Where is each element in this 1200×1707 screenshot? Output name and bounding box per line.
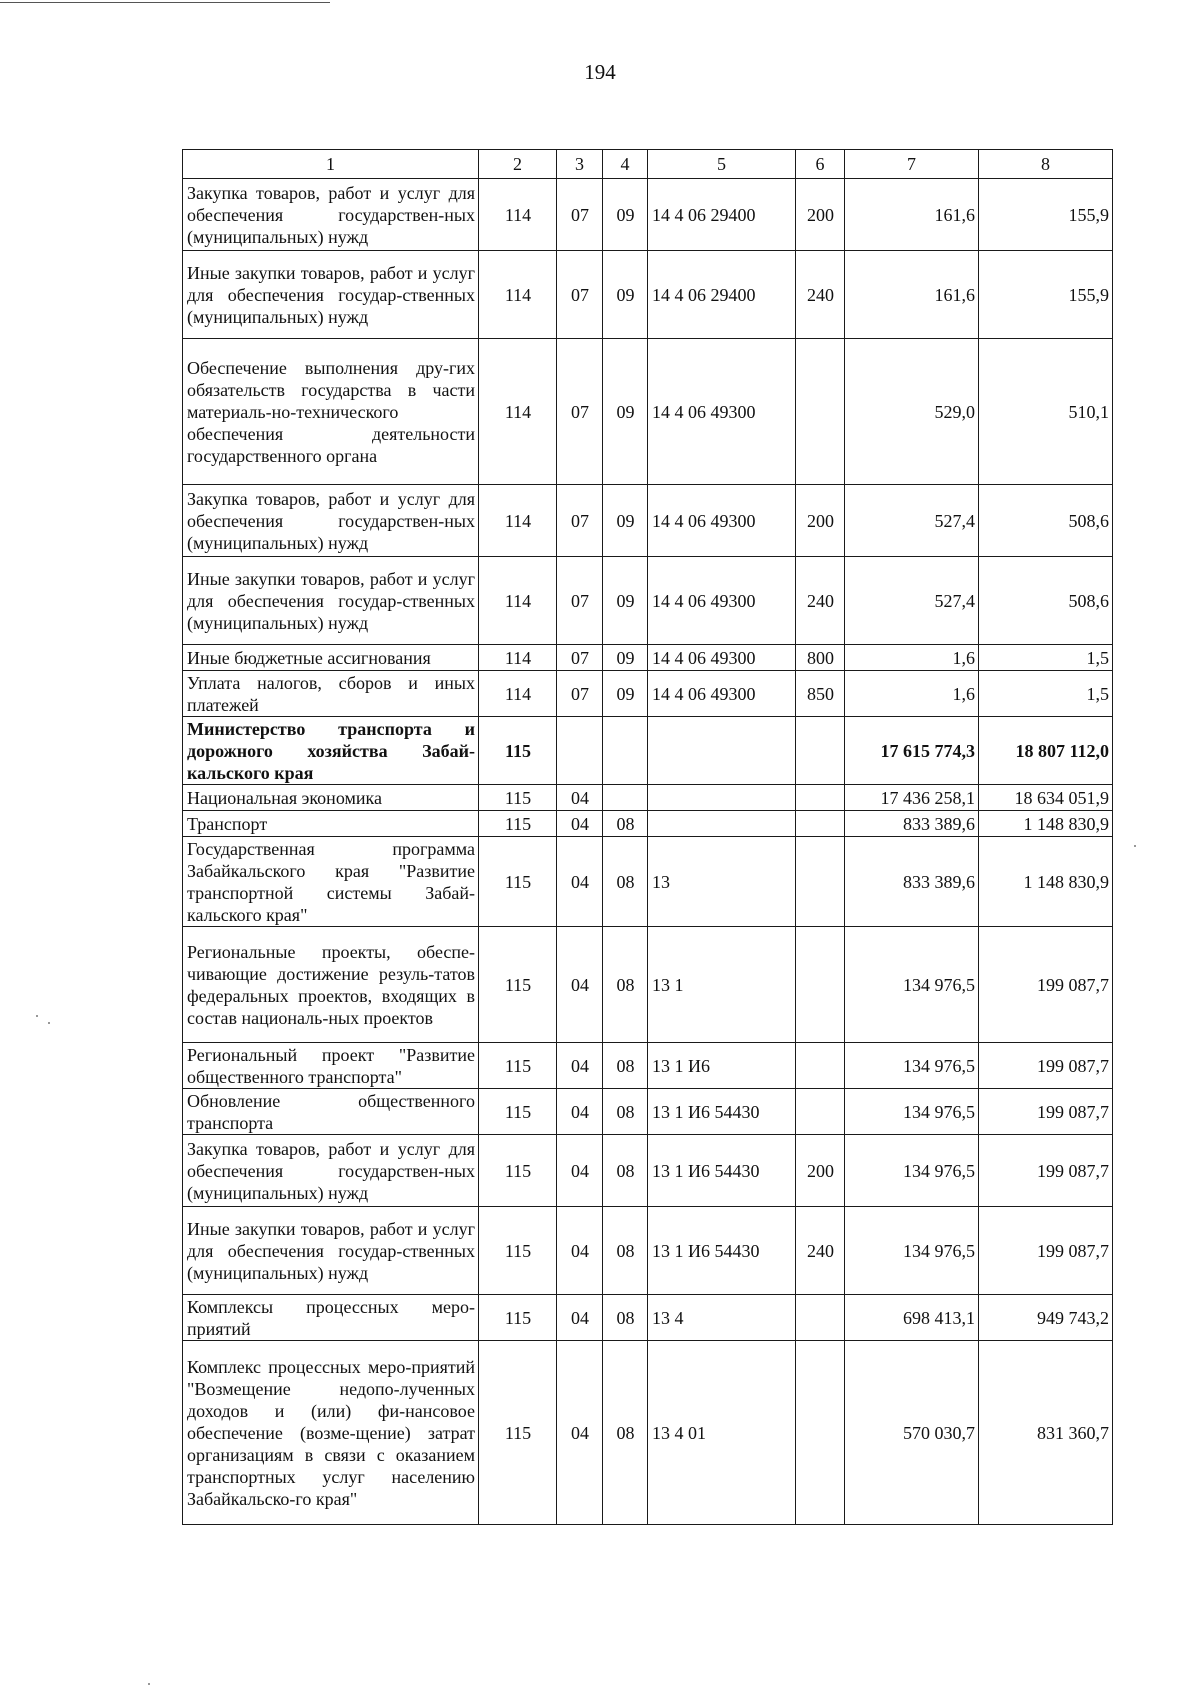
target-article-cell: 14 4 06 49300 <box>648 339 796 485</box>
expense-type-cell <box>796 837 845 927</box>
subsection-code-cell: 08 <box>603 1341 648 1525</box>
table-row <box>183 485 1113 557</box>
amount-year1-cell: 698 413,1 <box>845 1295 979 1341</box>
amount-year2-cell: 199 087,7 <box>979 927 1113 1043</box>
grbs-code-cell: 115 <box>479 1043 557 1089</box>
subsection-code-cell: 09 <box>603 339 648 485</box>
header-cell: 3 <box>557 150 603 179</box>
item-name-cell: Иные бюджетные ассигнования <box>183 645 479 671</box>
amount-year2-cell: 199 087,7 <box>979 1089 1113 1135</box>
table-row <box>183 1207 1113 1295</box>
section-code-cell: 07 <box>557 671 603 717</box>
grbs-code-cell: 115 <box>479 811 557 837</box>
amount-year2-cell: 1 148 830,9 <box>979 811 1113 837</box>
amount-year1-cell: 134 976,5 <box>845 1207 979 1295</box>
item-name-cell: Национальная экономика <box>183 785 479 811</box>
amount-year2-cell: 508,6 <box>979 557 1113 645</box>
table-row <box>183 811 1113 837</box>
target-article-cell: 13 4 01 <box>648 1341 796 1525</box>
item-name-cell: Обновление общественного транспорта <box>183 1089 479 1135</box>
target-article-cell: 14 4 06 49300 <box>648 485 796 557</box>
amount-year1-cell: 527,4 <box>845 485 979 557</box>
expense-type-cell <box>796 1089 845 1135</box>
expense-type-cell: 850 <box>796 671 845 717</box>
section-code-cell: 04 <box>557 1207 603 1295</box>
target-article-cell: 13 4 <box>648 1295 796 1341</box>
section-code-cell: 04 <box>557 811 603 837</box>
grbs-code-cell: 115 <box>479 1089 557 1135</box>
target-article-cell: 14 4 06 29400 <box>648 251 796 339</box>
grbs-code-cell: 115 <box>479 785 557 811</box>
section-code-cell: 04 <box>557 1341 603 1525</box>
amount-year2-cell: 1 148 830,9 <box>979 837 1113 927</box>
subsection-code-cell: 08 <box>603 1043 648 1089</box>
grbs-code-cell: 115 <box>479 837 557 927</box>
table-row <box>183 1295 1113 1341</box>
header-cell: 8 <box>979 150 1113 179</box>
table-row <box>183 927 1113 1043</box>
target-article-cell: 14 4 06 29400 <box>648 179 796 251</box>
grbs-code-cell: 115 <box>479 1207 557 1295</box>
subsection-code-cell: 09 <box>603 485 648 557</box>
table-body <box>183 179 1113 1525</box>
section-code-cell: 07 <box>557 251 603 339</box>
amount-year1-cell: 134 976,5 <box>845 1043 979 1089</box>
subsection-code-cell: 08 <box>603 1295 648 1341</box>
table-row <box>183 1089 1113 1135</box>
amount-year2-cell: 155,9 <box>979 179 1113 251</box>
header-cell: 1 <box>183 150 479 179</box>
amount-year2-cell: 18 634 051,9 <box>979 785 1113 811</box>
grbs-code-cell: 115 <box>479 1135 557 1207</box>
expense-type-cell <box>796 1043 845 1089</box>
amount-year1-cell: 17 615 774,3 <box>845 717 979 785</box>
section-code-cell: 07 <box>557 645 603 671</box>
section-code-cell: 07 <box>557 557 603 645</box>
expense-type-cell: 200 <box>796 179 845 251</box>
item-name-cell: Иные закупки товаров, работ и услуг для обеспечения государ-ственных (муниципальных) нужд <box>183 557 479 645</box>
expense-type-cell: 800 <box>796 645 845 671</box>
amount-year1-cell: 161,6 <box>845 251 979 339</box>
header-cell: 2 <box>479 150 557 179</box>
amount-year1-cell: 134 976,5 <box>845 1089 979 1135</box>
subsection-code-cell: 08 <box>603 927 648 1043</box>
target-article-cell <box>648 785 796 811</box>
section-code-cell: 04 <box>557 1043 603 1089</box>
scan-speck <box>1134 845 1136 847</box>
subsection-code-cell: 08 <box>603 1135 648 1207</box>
amount-year1-cell: 161,6 <box>845 179 979 251</box>
table-row <box>183 557 1113 645</box>
table-row <box>183 837 1113 927</box>
amount-year2-cell: 831 360,7 <box>979 1341 1113 1525</box>
grbs-code-cell: 114 <box>479 339 557 485</box>
item-name-cell: Иные закупки товаров, работ и услуг для обеспечения государ-ственных (муниципальных) нужд <box>183 251 479 339</box>
grbs-code-cell: 114 <box>479 485 557 557</box>
expense-type-cell <box>796 927 845 1043</box>
item-name-cell: Уплата налогов, сборов и иных платежей <box>183 671 479 717</box>
subsection-code-cell: 09 <box>603 251 648 339</box>
top-rule <box>0 2 330 3</box>
amount-year2-cell: 18 807 112,0 <box>979 717 1113 785</box>
item-name-cell: Министерство транспорта и дорожного хозяйства Забай-кальского края <box>183 717 479 785</box>
header-cell: 6 <box>796 150 845 179</box>
subsection-code-cell: 09 <box>603 671 648 717</box>
amount-year2-cell: 199 087,7 <box>979 1043 1113 1089</box>
target-article-cell: 13 1 <box>648 927 796 1043</box>
item-name-cell: Комплексы процессных меро-приятий <box>183 1295 479 1341</box>
subsection-code-cell: 08 <box>603 837 648 927</box>
section-code-cell <box>557 717 603 785</box>
subsection-code-cell: 08 <box>603 811 648 837</box>
page-number: 194 <box>584 60 616 84</box>
item-name-cell: Региональный проект "Развитие общественного транспорта" <box>183 1043 479 1089</box>
item-name-cell: Закупка товаров, работ и услуг для обеспечения государствен-ных (муниципальных) нужд <box>183 1135 479 1207</box>
amount-year2-cell: 508,6 <box>979 485 1113 557</box>
amount-year2-cell: 1,5 <box>979 645 1113 671</box>
amount-year2-cell: 949 743,2 <box>979 1295 1113 1341</box>
table-row <box>183 251 1113 339</box>
expense-type-cell: 240 <box>796 557 845 645</box>
expense-type-cell <box>796 1295 845 1341</box>
section-code-cell: 07 <box>557 179 603 251</box>
header-cell: 4 <box>603 150 648 179</box>
target-article-cell: 13 <box>648 837 796 927</box>
target-article-cell <box>648 717 796 785</box>
amount-year2-cell: 510,1 <box>979 339 1113 485</box>
subsection-code-cell: 09 <box>603 557 648 645</box>
expense-type-cell: 200 <box>796 1135 845 1207</box>
section-code-cell: 07 <box>557 339 603 485</box>
target-article-cell: 14 4 06 49300 <box>648 645 796 671</box>
subsection-code-cell: 09 <box>603 645 648 671</box>
section-code-cell: 07 <box>557 485 603 557</box>
table-row <box>183 339 1113 485</box>
item-name-cell: Обеспечение выполнения дру-гих обязательств государства в части материаль-но-технического обеспечения деятельности государственного органа <box>183 339 479 485</box>
grbs-code-cell: 114 <box>479 251 557 339</box>
amount-year1-cell: 134 976,5 <box>845 927 979 1043</box>
table-row <box>183 671 1113 717</box>
subsection-code-cell: 08 <box>603 1089 648 1135</box>
item-name-cell: Комплекс процессных меро-приятий "Возмещение недопо-лученных доходов и (или) фи-нансовое обеспечение (возме-щение) затрат организациям в связи с оказанием транспортных услуг населению Забайкальско-го края" <box>183 1341 479 1525</box>
subsection-code-cell <box>603 785 648 811</box>
grbs-code-cell: 114 <box>479 671 557 717</box>
target-article-cell: 14 4 06 49300 <box>648 557 796 645</box>
item-name-cell: Региональные проекты, обеспе-чивающие достижение резуль-татов федеральных проектов, входящих в состав националь-ных проектов <box>183 927 479 1043</box>
table-row <box>183 717 1113 785</box>
amount-year2-cell: 1,5 <box>979 671 1113 717</box>
amount-year1-cell: 17 436 258,1 <box>845 785 979 811</box>
section-code-cell: 04 <box>557 785 603 811</box>
amount-year1-cell: 833 389,6 <box>845 811 979 837</box>
expense-type-cell: 240 <box>796 251 845 339</box>
amount-year1-cell: 1,6 <box>845 671 979 717</box>
scan-speck <box>148 1683 150 1685</box>
table-row <box>183 645 1113 671</box>
section-code-cell: 04 <box>557 927 603 1043</box>
subsection-code-cell <box>603 717 648 785</box>
grbs-code-cell: 115 <box>479 717 557 785</box>
amount-year2-cell: 199 087,7 <box>979 1135 1113 1207</box>
table-row <box>183 1043 1113 1089</box>
item-name-cell: Государственная программа Забайкальского края "Развитие транспортной системы Забай-кальского края" <box>183 837 479 927</box>
expense-type-cell <box>796 717 845 785</box>
item-name-cell: Закупка товаров, работ и услуг для обеспечения государствен-ных (муниципальных) нужд <box>183 179 479 251</box>
amount-year2-cell: 199 087,7 <box>979 1207 1113 1295</box>
grbs-code-cell: 115 <box>479 927 557 1043</box>
item-name-cell: Закупка товаров, работ и услуг для обеспечения государствен-ных (муниципальных) нужд <box>183 485 479 557</box>
amount-year1-cell: 1,6 <box>845 645 979 671</box>
subsection-code-cell: 09 <box>603 179 648 251</box>
amount-year1-cell: 527,4 <box>845 557 979 645</box>
scan-speck <box>48 1022 50 1024</box>
amount-year2-cell: 155,9 <box>979 251 1113 339</box>
expense-type-cell <box>796 811 845 837</box>
item-name-cell: Транспорт <box>183 811 479 837</box>
table-row <box>183 1135 1113 1207</box>
amount-year1-cell: 570 030,7 <box>845 1341 979 1525</box>
table-row <box>183 785 1113 811</box>
section-code-cell: 04 <box>557 1089 603 1135</box>
target-article-cell: 13 1 И6 <box>648 1043 796 1089</box>
expense-type-cell <box>796 785 845 811</box>
table-row <box>183 179 1113 251</box>
section-code-cell: 04 <box>557 1135 603 1207</box>
header-row <box>183 150 1113 179</box>
target-article-cell: 13 1 И6 54430 <box>648 1135 796 1207</box>
expense-type-cell <box>796 339 845 485</box>
target-article-cell: 14 4 06 49300 <box>648 671 796 717</box>
grbs-code-cell: 114 <box>479 557 557 645</box>
header-cell: 7 <box>845 150 979 179</box>
target-article-cell: 13 1 И6 54430 <box>648 1089 796 1135</box>
header-cell: 5 <box>648 150 796 179</box>
grbs-code-cell: 115 <box>479 1341 557 1525</box>
amount-year1-cell: 833 389,6 <box>845 837 979 927</box>
item-name-cell: Иные закупки товаров, работ и услуг для обеспечения государ-ственных (муниципальных) нужд <box>183 1207 479 1295</box>
budget-table <box>182 149 1113 1525</box>
target-article-cell <box>648 811 796 837</box>
expense-type-cell: 200 <box>796 485 845 557</box>
grbs-code-cell: 114 <box>479 179 557 251</box>
section-code-cell: 04 <box>557 1295 603 1341</box>
subsection-code-cell: 08 <box>603 1207 648 1295</box>
grbs-code-cell: 115 <box>479 1295 557 1341</box>
scan-speck <box>36 1015 38 1017</box>
expense-type-cell <box>796 1341 845 1525</box>
expense-type-cell: 240 <box>796 1207 845 1295</box>
target-article-cell: 13 1 И6 54430 <box>648 1207 796 1295</box>
grbs-code-cell: 114 <box>479 645 557 671</box>
table-row <box>183 1341 1113 1525</box>
amount-year1-cell: 134 976,5 <box>845 1135 979 1207</box>
section-code-cell: 04 <box>557 837 603 927</box>
amount-year1-cell: 529,0 <box>845 339 979 485</box>
